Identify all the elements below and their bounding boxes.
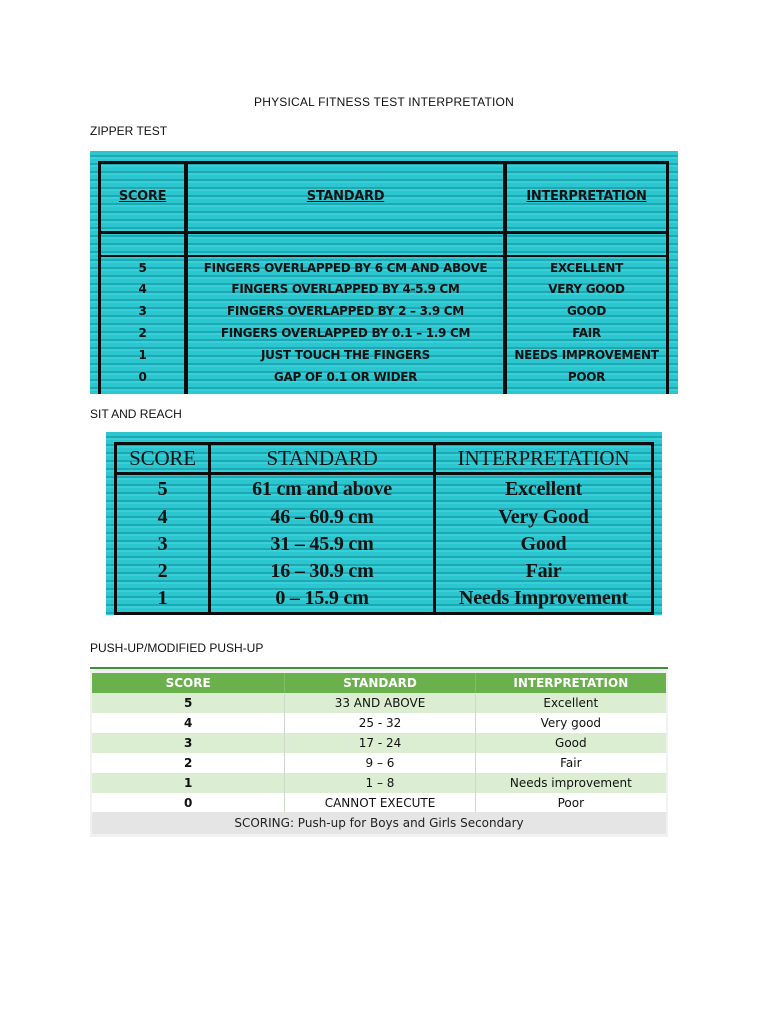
table-border-line xyxy=(114,612,654,615)
table-border-line xyxy=(98,161,669,164)
table-cell-interpretation: EXCELLENT xyxy=(549,260,624,275)
table-cell-interpretation: Very good xyxy=(540,716,602,730)
table-cell-standard: GAP OF 0.1 OR WIDER xyxy=(273,369,418,384)
table-cell-interpretation: Good xyxy=(520,533,567,555)
push-up-table xyxy=(90,667,668,837)
table-cell-standard: 1 – 8 xyxy=(285,773,475,793)
table-cell-interpretation: Excellent xyxy=(543,696,599,710)
table-cell-interpretation: Excellent xyxy=(504,478,583,500)
table-cell-standard: 31 – 45.9 cm xyxy=(270,533,374,555)
column-header-standard: STANDARD xyxy=(285,673,475,693)
table-cell-interpretation: Poor xyxy=(557,796,585,810)
column-header-interpretation: INTERPRETATION xyxy=(457,445,630,470)
table-cell-standard: 33 AND ABOVE xyxy=(285,693,475,713)
table-cell-interpretation: Fair xyxy=(525,560,562,582)
table-cell-interpretation: GOOD xyxy=(566,303,606,318)
table-cell-standard: 46 – 60.9 cm xyxy=(270,506,374,528)
table-border-line xyxy=(666,161,669,394)
table-cell-score: 3 xyxy=(92,733,285,753)
table-cell-score: 2 xyxy=(157,560,168,582)
table-cell-interpretation: VERY GOOD xyxy=(548,281,625,296)
column-header-score: SCORE xyxy=(92,673,285,693)
zipper-test-heading: ZIPPER TEST xyxy=(90,124,168,138)
table-cell-standard: 61 cm and above xyxy=(252,478,392,500)
document-title: PHYSICAL FITNESS TEST INTERPRETATION xyxy=(254,95,514,109)
column-header-standard: STANDARD xyxy=(266,445,378,470)
table-border-line xyxy=(651,442,654,615)
table-cell-score: 0 xyxy=(138,369,147,384)
table-cell-score: 1 xyxy=(92,773,285,793)
table-cell-interpretation: Fair xyxy=(560,756,582,770)
column-header-score: SCORE xyxy=(129,445,196,470)
table-row xyxy=(92,793,666,813)
table-cell-standard: FINGERS OVERLAPPED BY 6 CM AND ABOVE xyxy=(203,260,488,275)
table-row-line xyxy=(98,231,669,234)
table-cell-standard: FINGERS OVERLAPPED BY 2 – 3.9 CM xyxy=(227,303,464,318)
column-header-standard: STANDARD xyxy=(306,188,385,204)
table-cell-interpretation: Needs improvement xyxy=(509,776,632,790)
table-cell-interpretation: Good xyxy=(555,736,587,750)
table-header-row xyxy=(92,673,666,693)
table-cell-standard: FINGERS OVERLAPPED BY 4-5.9 CM xyxy=(231,281,460,296)
table-cell-score: 5 xyxy=(138,260,147,275)
column-header-interpretation: INTERPRETATION xyxy=(526,188,647,204)
table-cell-standard: FINGERS OVERLAPPED BY 0.1 – 1.9 CM xyxy=(220,325,471,340)
table-cell-standard: CANNOT EXECUTE xyxy=(285,793,475,813)
table-cell-score: 3 xyxy=(157,533,168,555)
table-cell-standard: JUST TOUCH THE FINGERS xyxy=(260,347,430,362)
table-cell-interpretation: Needs Improvement xyxy=(459,587,628,609)
table-cell-score: 0 xyxy=(92,793,285,813)
table-row xyxy=(92,753,666,773)
sit-and-reach-heading: SIT AND REACH xyxy=(90,407,182,421)
table-cell-standard: 17 - 24 xyxy=(285,733,475,753)
table-cell-interpretation: NEEDS IMPROVEMENT xyxy=(514,347,659,362)
table-cell-score: 4 xyxy=(138,281,147,296)
table-cell-score: 3 xyxy=(138,303,147,318)
sit-and-reach-table xyxy=(106,432,662,615)
table-cell-standard: 0 – 15.9 cm xyxy=(275,587,369,609)
table-row xyxy=(92,713,666,733)
table-row xyxy=(92,733,666,753)
table-row xyxy=(92,773,666,793)
table-row-line xyxy=(114,472,654,475)
table-cell-score: 5 xyxy=(92,693,285,713)
table-footer-note: SCORING: Push-up for Boys and Girls Secondary xyxy=(92,812,666,834)
table-cell-interpretation: POOR xyxy=(567,369,606,384)
push-up-heading: PUSH-UP/MODIFIED PUSH-UP xyxy=(90,641,264,655)
table-row xyxy=(92,693,666,713)
table-cell-score: 1 xyxy=(157,587,168,609)
table-cell-score: 2 xyxy=(138,325,147,340)
table-cell-score: 4 xyxy=(157,506,168,528)
table-cell-score: 1 xyxy=(138,347,147,362)
table-cell-standard: 25 - 32 xyxy=(285,713,475,733)
table-cell-score: 5 xyxy=(157,478,168,500)
table-cell-score: 4 xyxy=(92,713,285,733)
column-header-interpretation: INTERPRETATION xyxy=(513,676,629,690)
zipper-test-table xyxy=(90,151,678,394)
column-header-score: SCORE xyxy=(118,188,167,204)
table-cell-standard: 9 – 6 xyxy=(285,753,475,773)
table-cell-standard: 16 – 30.9 cm xyxy=(270,560,374,582)
table-cell-interpretation: FAIR xyxy=(572,325,601,340)
table-cell-interpretation: Very Good xyxy=(498,506,589,528)
table-cell-score: 2 xyxy=(92,753,285,773)
